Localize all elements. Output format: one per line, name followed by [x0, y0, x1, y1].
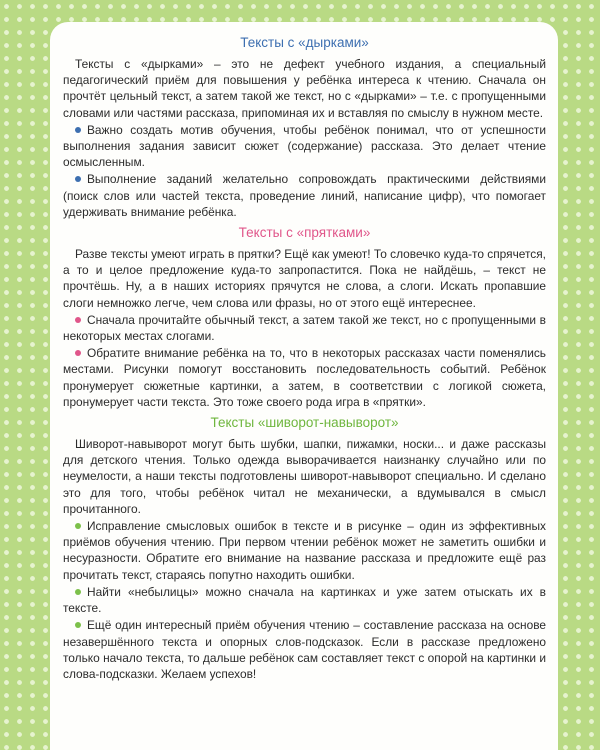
bullet-text: Сначала прочитайте обычный текст, а затем такой же текст, но с пропущенными в некоторых местах слогами. — [63, 312, 546, 344]
bullet-paragraph — [63, 584, 546, 616]
paragraph: Шиворот-навыворот могут быть шубки, шапки, пижамки, носки... и даже рассказы для детского чтения. Только одежда выворачивается наизнанку случайно или по неумелости, а наши тексты подготовлены шиворот-навыворот специально. И сделано это для того, чтобы ребёнок читал не механически, а вдумывался в смысл прочитанного. — [63, 437, 546, 516]
section-topsy-turvy — [63, 414, 546, 682]
bullet-dot-icon — [75, 350, 81, 356]
bullet-text: Выполнение заданий желательно сопровождать практическими действиями (поиск слов или частей текста, проведение линий, написание цифр), что помогает удерживать внимание ребёнка. — [63, 172, 546, 219]
section-holes — [63, 34, 546, 220]
section-title-holes: Тексты с «дырками» — [240, 35, 369, 50]
bullet-text: Найти «небылицы» можно сначала на картинках и уже затем отыскать их в тексте. — [63, 584, 546, 616]
section-title-hide-and-seek: Тексты с «прятками» — [238, 225, 371, 241]
bullet-dot-icon — [75, 127, 81, 133]
bullet-dot-icon — [75, 589, 81, 595]
paragraph: Тексты с «дырками» – это не дефект учебного издания, а специальный педагогический приём для повышения у ребёнка интереса к чтению. Сначала он прочтёт цельный текст, а затем такой же текст, но с «дырками» – т.е. с пропущенными словами или частями рассказа, припоминая их и вставляя по смыслу в нужном месте. — [63, 57, 546, 120]
bullet-text: Ещё один интересный приём обучения чтению – составление рассказа на основе незавершённого текста и опорных слов-подсказок. Если в рассказе предложено только начало текста, то дальше ребёнок сам составляет текст с опорой на картинки и слова-подсказки. Желаем успехов! — [63, 618, 546, 681]
bullet-paragraph — [63, 345, 546, 410]
paragraph: Разве тексты умеют играть в прятки? Ещё как умеют! То словечко куда-то спрячется, а то и целое предложение куда-то запропастится. Пока не найдёшь, – текст не прочтёшь. Ну, а в наших историях прячутся не слова, а слоги. Искать пропавшие слоги немножко легче, чем слова или фразы, но от этого ещё интереснее. — [63, 247, 546, 310]
bullet-paragraph — [63, 171, 546, 220]
bullet-dot-icon — [75, 523, 81, 529]
bullet-dot-icon — [75, 176, 81, 182]
section-title-topsy-turvy: Тексты «шиворот-навыворот» — [210, 415, 399, 431]
section-hide-and-seek — [63, 224, 546, 410]
bullet-paragraph — [63, 312, 546, 344]
bullet-dot-icon — [75, 317, 81, 323]
bullet-paragraph — [63, 122, 546, 171]
book-page — [50, 22, 558, 750]
bullet-text: Обратите внимание ребёнка на то, что в некоторых рассказах части поменялись местами. Рисунки помогут восстановить последовательность событий. Ребёнок пронумерует сюжетные картинки, а затем, в соответствии с логикой сюжета, пронумерует части текста. Это тоже своего рода игра в «прятки». — [63, 346, 546, 409]
bullet-text: Исправление смысловых ошибок в тексте и в рисунке – один из эффективных приёмов обучения чтению. При первом чтении ребёнок может не заметить ошибки и несуразности. Обратите его внимание на название рассказа и предложите ещё раз прочитать текст, стараясь попутно находить ошибки. — [63, 519, 546, 582]
bullet-text: Важно создать мотив обучения, чтобы ребёнок понимал, что от успешности выполнения задания зависит сюжет (содержание) рассказа. Это делает чтение осмысленным. — [63, 122, 546, 170]
bullet-paragraph — [63, 518, 546, 583]
bullet-dot-icon — [75, 622, 81, 628]
bullet-paragraph — [63, 617, 546, 682]
